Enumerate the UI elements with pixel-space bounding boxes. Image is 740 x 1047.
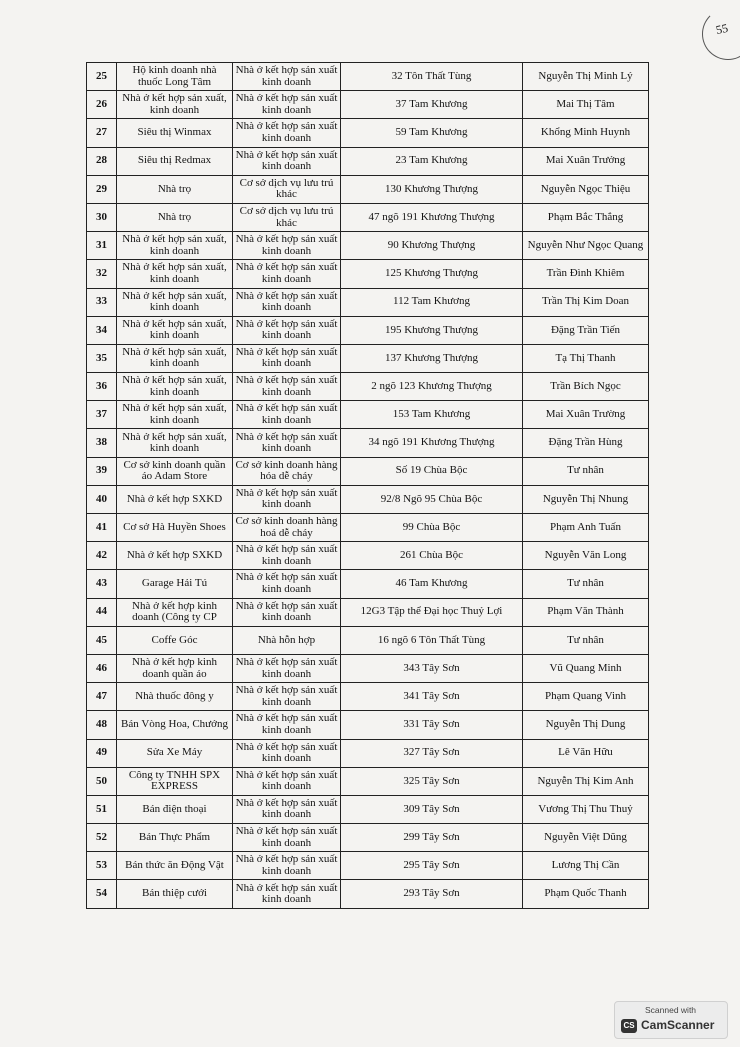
row-number: 34 (87, 316, 117, 344)
facility-type: Cơ sở dịch vụ lưu trú khác (233, 175, 341, 203)
owner-name: Lê Văn Hữu (523, 739, 649, 767)
table-row (87, 260, 649, 288)
facility-name: Bán thiệp cưới (117, 880, 233, 908)
row-number: 43 (87, 570, 117, 598)
owner-name: Tư nhân (523, 570, 649, 598)
owner-name: Nguyễn Thị Nhung (523, 485, 649, 513)
table-row (87, 795, 649, 823)
facility-address: 327 Tây Sơn (341, 739, 523, 767)
table-row (87, 344, 649, 372)
page-curl-mark (702, 8, 740, 60)
table-row (87, 626, 649, 654)
facility-address: 59 Tam Khương (341, 119, 523, 147)
row-number: 37 (87, 401, 117, 429)
facility-address: Số 19 Chùa Bộc (341, 457, 523, 485)
facility-type: Nhà ở kết hợp sản xuất kinh doanh (233, 711, 341, 739)
owner-name: Vũ Quang Minh (523, 654, 649, 682)
owner-name: Đặng Trần Hùng (523, 429, 649, 457)
owner-name: Phạm Bắc Thắng (523, 203, 649, 231)
row-number: 42 (87, 542, 117, 570)
page-number: 55 (714, 20, 730, 38)
facility-name: Nhà ở kết hợp sản xuất, kinh doanh (117, 288, 233, 316)
facility-address: 47 ngõ 191 Khương Thượng (341, 203, 523, 231)
table-row (87, 119, 649, 147)
facility-address: 34 ngõ 191 Khương Thượng (341, 429, 523, 457)
facility-address: 92/8 Ngõ 95 Chùa Bộc (341, 485, 523, 513)
facility-type: Nhà ở kết hợp sản xuất kinh doanh (233, 654, 341, 682)
owner-name: Nguyễn Văn Long (523, 542, 649, 570)
row-number: 46 (87, 654, 117, 682)
table-row (87, 711, 649, 739)
owner-name: Mai Xuân Trường (523, 401, 649, 429)
row-number: 30 (87, 203, 117, 231)
row-number: 35 (87, 344, 117, 372)
facility-name: Nhà ở kết hợp sản xuất, kinh doanh (117, 260, 233, 288)
row-number: 40 (87, 485, 117, 513)
facility-address: 341 Tây Sơn (341, 683, 523, 711)
facility-name: Sửa Xe Máy (117, 739, 233, 767)
facility-name: Nhà trọ (117, 203, 233, 231)
facility-name: Nhà ở kết hợp sản xuất, kinh doanh (117, 373, 233, 401)
facility-type: Nhà ở kết hợp sản xuất kinh doanh (233, 232, 341, 260)
row-number: 53 (87, 852, 117, 880)
facility-address: 2 ngõ 123 Khương Thượng (341, 373, 523, 401)
facility-name: Nhà ở kết hợp kinh doanh quần áo (117, 654, 233, 682)
owner-name: Mai Xuân Trưởng (523, 147, 649, 175)
facility-type: Nhà ở kết hợp sản xuất kinh doanh (233, 880, 341, 908)
table-row (87, 288, 649, 316)
row-number: 54 (87, 880, 117, 908)
owner-name: Nguyễn Thị Dung (523, 711, 649, 739)
row-number: 39 (87, 457, 117, 485)
facility-name: Bán thức ăn Động Vật (117, 852, 233, 880)
owner-name: Nguyễn Ngọc Thiệu (523, 175, 649, 203)
facility-type: Nhà ở kết hợp sản xuất kinh doanh (233, 429, 341, 457)
facility-type: Nhà ở kết hợp sản xuất kinh doanh (233, 570, 341, 598)
facility-address: 261 Chùa Bộc (341, 542, 523, 570)
watermark-brand: CamScanner (641, 1018, 715, 1032)
facility-type: Nhà ở kết hợp sản xuất kinh doanh (233, 739, 341, 767)
owner-name: Trần Đình Khiêm (523, 260, 649, 288)
table-row (87, 429, 649, 457)
owner-name: Phạm Văn Thành (523, 598, 649, 626)
table-row (87, 767, 649, 795)
facility-address: 331 Tây Sơn (341, 711, 523, 739)
facility-name: Cơ sở Hà Huyền Shoes (117, 514, 233, 542)
facility-name: Hộ kinh doanh nhà thuốc Long Tâm (117, 63, 233, 91)
facility-name: Nhà trọ (117, 175, 233, 203)
facility-name: Bán Thực Phẩm (117, 824, 233, 852)
table-row (87, 63, 649, 91)
facility-address: 12G3 Tập thể Đại học Thuỷ Lợi (341, 598, 523, 626)
row-number: 49 (87, 739, 117, 767)
table-row (87, 880, 649, 908)
table-row (87, 175, 649, 203)
row-number: 28 (87, 147, 117, 175)
row-number: 48 (87, 711, 117, 739)
facility-type: Nhà ở kết hợp sản xuất kinh doanh (233, 767, 341, 795)
table-row (87, 203, 649, 231)
row-number: 33 (87, 288, 117, 316)
row-number: 45 (87, 626, 117, 654)
facility-type: Nhà ở kết hợp sản xuất kinh doanh (233, 542, 341, 570)
watermark-caption: Scanned with (645, 1005, 697, 1015)
facility-address: 99 Chùa Bộc (341, 514, 523, 542)
facility-name: Nhà ở kết hợp sản xuất, kinh doanh (117, 91, 233, 119)
facility-address: 90 Khương Thượng (341, 232, 523, 260)
facility-type: Nhà ở kết hợp sản xuất kinh doanh (233, 344, 341, 372)
owner-name: Mai Thị Tâm (523, 91, 649, 119)
row-number: 52 (87, 824, 117, 852)
facility-type: Nhà ở kết hợp sản xuất kinh doanh (233, 795, 341, 823)
table-row (87, 373, 649, 401)
facility-type: Nhà ở kết hợp sản xuất kinh doanh (233, 824, 341, 852)
facility-type: Nhà ở kết hợp sản xuất kinh doanh (233, 598, 341, 626)
table-row (87, 457, 649, 485)
camscanner-watermark (614, 1001, 728, 1039)
facility-type: Cơ sở kinh doanh hàng hóa dễ cháy (233, 457, 341, 485)
facility-name: Nhà ở kết hợp sản xuất, kinh doanh (117, 429, 233, 457)
row-number: 27 (87, 119, 117, 147)
records-table (86, 62, 649, 909)
owner-name: Đặng Trần Tiến (523, 316, 649, 344)
facility-name: Nhà ở kết hợp sản xuất, kinh doanh (117, 232, 233, 260)
facility-name: Nhà ở kết hợp SXKD (117, 542, 233, 570)
row-number: 51 (87, 795, 117, 823)
facility-address: 23 Tam Khương (341, 147, 523, 175)
owner-name: Trần Thị Kim Doan (523, 288, 649, 316)
owner-name: Khổng Minh Huynh (523, 119, 649, 147)
table-row (87, 683, 649, 711)
facility-type: Nhà ở kết hợp sản xuất kinh doanh (233, 91, 341, 119)
facility-address: 153 Tam Khương (341, 401, 523, 429)
facility-name: Coffe Góc (117, 626, 233, 654)
owner-name: Tư nhân (523, 457, 649, 485)
table-row (87, 542, 649, 570)
owner-name: Nguyễn Việt Dũng (523, 824, 649, 852)
facility-name: Siêu thị Redmax (117, 147, 233, 175)
facility-type: Nhà ở kết hợp sản xuất kinh doanh (233, 316, 341, 344)
owner-name: Phạm Quang Vinh (523, 683, 649, 711)
facility-type: Cơ sở kinh doanh hàng hoá dễ cháy (233, 514, 341, 542)
facility-type: Nhà hỗn hợp (233, 626, 341, 654)
facility-type: Nhà ở kết hợp sản xuất kinh doanh (233, 288, 341, 316)
facility-type: Cơ sở dịch vụ lưu trú khác (233, 203, 341, 231)
owner-name: Tạ Thị Thanh (523, 344, 649, 372)
facility-address: 130 Khương Thượng (341, 175, 523, 203)
facility-address: 293 Tây Sơn (341, 880, 523, 908)
row-number: 38 (87, 429, 117, 457)
table-row (87, 739, 649, 767)
facility-address: 343 Tây Sơn (341, 654, 523, 682)
owner-name: Phạm Quốc Thanh (523, 880, 649, 908)
table-row (87, 485, 649, 513)
facility-name: Bán Vòng Hoa, Chướng (117, 711, 233, 739)
facility-address: 299 Tây Sơn (341, 824, 523, 852)
table-row (87, 824, 649, 852)
owner-name: Vương Thị Thu Thuỷ (523, 795, 649, 823)
facility-type: Nhà ở kết hợp sản xuất kinh doanh (233, 147, 341, 175)
row-number: 47 (87, 683, 117, 711)
facility-address: 325 Tây Sơn (341, 767, 523, 795)
row-number: 44 (87, 598, 117, 626)
row-number: 32 (87, 260, 117, 288)
table-row (87, 514, 649, 542)
records-table-body (87, 63, 649, 909)
facility-name: Garage Hải Tú (117, 570, 233, 598)
owner-name: Tư nhân (523, 626, 649, 654)
table-row (87, 401, 649, 429)
facility-address: 195 Khương Thượng (341, 316, 523, 344)
row-number: 31 (87, 232, 117, 260)
facility-name: Siêu thị Winmax (117, 119, 233, 147)
facility-address: 295 Tây Sơn (341, 852, 523, 880)
camscanner-logo-icon: CS (621, 1019, 637, 1033)
facility-name: Nhà ở kết hợp SXKD (117, 485, 233, 513)
row-number: 29 (87, 175, 117, 203)
row-number: 26 (87, 91, 117, 119)
facility-address: 32 Tôn Thất Tùng (341, 63, 523, 91)
facility-type: Nhà ở kết hợp sản xuất kinh doanh (233, 485, 341, 513)
table-row (87, 147, 649, 175)
row-number: 50 (87, 767, 117, 795)
owner-name: Nguyễn Như Ngọc Quang (523, 232, 649, 260)
facility-type: Nhà ở kết hợp sản xuất kinh doanh (233, 260, 341, 288)
owner-name: Nguyễn Thị Kim Anh (523, 767, 649, 795)
facility-type: Nhà ở kết hợp sản xuất kinh doanh (233, 852, 341, 880)
facility-name: Bán điện thoại (117, 795, 233, 823)
facility-name: Nhà ở kết hợp kinh doanh (Công ty CP (117, 598, 233, 626)
facility-address: 309 Tây Sơn (341, 795, 523, 823)
facility-name: Công ty TNHH SPX EXPRESS (117, 767, 233, 795)
facility-address: 16 ngõ 6 Tôn Thất Tùng (341, 626, 523, 654)
table-row (87, 654, 649, 682)
facility-type: Nhà ở kết hợp sản xuất kinh doanh (233, 373, 341, 401)
table-row (87, 91, 649, 119)
facility-name: Cơ sở kinh doanh quần áo Adam Store (117, 457, 233, 485)
facility-address: 125 Khương Thượng (341, 260, 523, 288)
owner-name: Phạm Anh Tuấn (523, 514, 649, 542)
table-row (87, 232, 649, 260)
facility-type: Nhà ở kết hợp sản xuất kinh doanh (233, 63, 341, 91)
facility-address: 46 Tam Khương (341, 570, 523, 598)
table-row (87, 852, 649, 880)
facility-name: Nhà thuốc đông y (117, 683, 233, 711)
table-row (87, 316, 649, 344)
table-row (87, 570, 649, 598)
facility-name: Nhà ở kết hợp sản xuất, kinh doanh (117, 316, 233, 344)
owner-name: Nguyễn Thị Minh Lý (523, 63, 649, 91)
facility-name: Nhà ở kết hợp sản xuất, kinh doanh (117, 344, 233, 372)
owner-name: Lương Thị Cần (523, 852, 649, 880)
table-row (87, 598, 649, 626)
facility-name: Nhà ở kết hợp sản xuất, kinh doanh (117, 401, 233, 429)
facility-type: Nhà ở kết hợp sản xuất kinh doanh (233, 683, 341, 711)
facility-address: 112 Tam Khương (341, 288, 523, 316)
facility-address: 137 Khương Thượng (341, 344, 523, 372)
facility-address: 37 Tam Khương (341, 91, 523, 119)
facility-type: Nhà ở kết hợp sản xuất kinh doanh (233, 119, 341, 147)
row-number: 36 (87, 373, 117, 401)
row-number: 41 (87, 514, 117, 542)
owner-name: Trần Bích Ngọc (523, 373, 649, 401)
facility-type: Nhà ở kết hợp sản xuất kinh doanh (233, 401, 341, 429)
row-number: 25 (87, 63, 117, 91)
